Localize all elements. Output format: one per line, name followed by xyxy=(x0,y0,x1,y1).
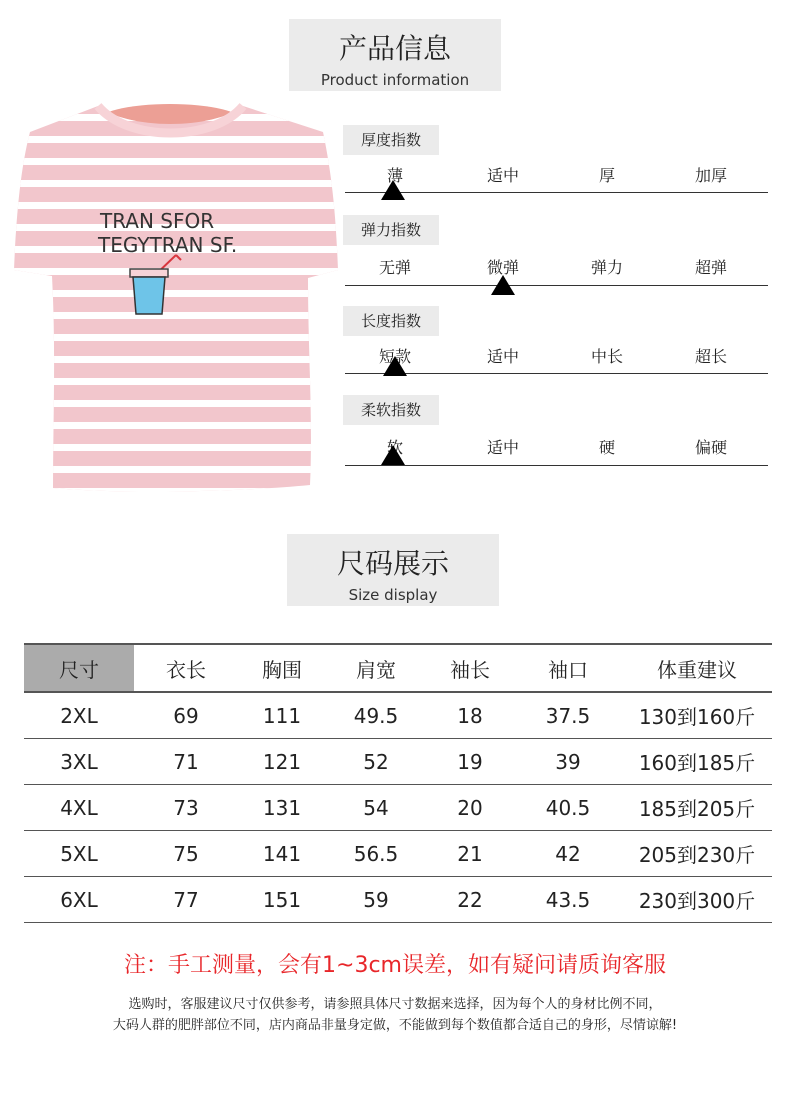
stripe xyxy=(8,334,343,341)
table-cell: 230到300斤 xyxy=(622,877,772,923)
table-cell: 73 xyxy=(134,785,238,831)
table-cell: 5XL xyxy=(24,831,134,877)
table-cell: 59 xyxy=(326,877,426,923)
disclaimer-line-2: 大码人群的肥胖部位不同，店内商品非量身定做，不能做到每个数值都合适自己的身形，尽情谅解! xyxy=(112,1018,678,1033)
size-table-header-cell: 胸围 xyxy=(238,644,326,692)
attribute-option: 硬 xyxy=(598,438,615,457)
attribute-label: 弹力指数 xyxy=(343,215,439,245)
table-cell: 43.5 xyxy=(514,877,622,923)
size-table-header-cell: 袖口 xyxy=(514,644,622,692)
attribute-option: 微弹 xyxy=(486,258,519,277)
size-display-title: 尺码展示 xyxy=(336,547,449,580)
size-table xyxy=(24,643,772,923)
attribute-option: 薄 xyxy=(386,166,403,185)
size-table-body xyxy=(24,692,772,923)
table-cell: 18 xyxy=(426,692,514,739)
attribute-option: 厚 xyxy=(598,166,615,185)
attribute-selected-marker xyxy=(381,180,405,200)
table-row xyxy=(24,739,772,785)
table-cell: 4XL xyxy=(24,785,134,831)
attribute-block xyxy=(343,395,768,485)
disclaimer-line-1: 选购时，客服建议尺寸仅供参考，请参照具体尺寸数据来选择，因为每个人的身材比例不同， xyxy=(128,997,662,1012)
size-table-header-cell: 衣长 xyxy=(134,644,238,692)
attribute-scale-line xyxy=(345,465,768,466)
attribute-option: 适中 xyxy=(486,347,519,366)
table-cell: 69 xyxy=(134,692,238,739)
table-cell: 42 xyxy=(514,831,622,877)
stripe xyxy=(8,466,343,473)
table-cell: 77 xyxy=(134,877,238,923)
attribute-block xyxy=(343,125,768,215)
table-cell: 56.5 xyxy=(326,831,426,877)
table-cell: 121 xyxy=(238,739,326,785)
attribute-option: 无弹 xyxy=(378,258,411,277)
table-cell: 151 xyxy=(238,877,326,923)
table-cell: 111 xyxy=(238,692,326,739)
stripe xyxy=(8,290,343,297)
table-row xyxy=(24,831,772,877)
size-table-header-cell: 袖长 xyxy=(426,644,514,692)
attribute-option: 加厚 xyxy=(694,166,727,185)
attribute-scale-line xyxy=(345,285,768,286)
stripe xyxy=(8,422,343,429)
shirt-body xyxy=(8,100,343,495)
attribute-option: 弹力 xyxy=(590,258,623,277)
attribute-scale-line xyxy=(345,373,768,374)
table-cell: 20 xyxy=(426,785,514,831)
table-cell: 160到185斤 xyxy=(622,739,772,785)
attribute-option: 偏硬 xyxy=(694,438,727,457)
size-display-header xyxy=(287,534,499,606)
attribute-option: 软 xyxy=(386,438,403,457)
attribute-block xyxy=(343,306,768,396)
attribute-option: 中长 xyxy=(590,347,623,366)
stripe xyxy=(8,180,343,187)
table-cell: 3XL xyxy=(24,739,134,785)
stripe xyxy=(8,312,343,319)
stripe xyxy=(8,400,343,407)
attribute-label: 厚度指数 xyxy=(343,125,439,155)
attribute-label: 柔软指数 xyxy=(343,395,439,425)
table-row xyxy=(24,877,772,923)
stripe xyxy=(8,202,343,209)
stripe xyxy=(8,488,343,495)
size-table-header-row xyxy=(24,644,772,692)
table-cell: 2XL xyxy=(24,692,134,739)
table-cell: 37.5 xyxy=(514,692,622,739)
table-cell: 22 xyxy=(426,877,514,923)
attribute-scale-line xyxy=(345,192,768,193)
table-cell: 52 xyxy=(326,739,426,785)
stripe xyxy=(8,268,343,275)
table-cell: 19 xyxy=(426,739,514,785)
attribute-option: 超弹 xyxy=(694,258,727,277)
product-info-header xyxy=(289,19,501,91)
table-cell: 21 xyxy=(426,831,514,877)
stripe xyxy=(8,356,343,363)
attribute-option: 适中 xyxy=(486,438,519,457)
measurement-note: 注：手工测量，会有1~3cm误差，如有疑问请质询客服 xyxy=(124,953,666,978)
print-text-line1: TRAN SFOR xyxy=(100,209,215,233)
tshirt-product-image xyxy=(8,100,343,495)
table-cell: 39 xyxy=(514,739,622,785)
attribute-selected-marker xyxy=(491,275,515,295)
table-cell: 40.5 xyxy=(514,785,622,831)
size-table-header-cell: 肩宽 xyxy=(326,644,426,692)
table-cell: 130到160斤 xyxy=(622,692,772,739)
stripe xyxy=(8,378,343,385)
attribute-option: 超长 xyxy=(694,347,727,366)
stripe xyxy=(8,158,343,165)
size-table-header-cell: 体重建议 xyxy=(622,644,772,692)
table-cell: 49.5 xyxy=(326,692,426,739)
attribute-block xyxy=(343,215,768,305)
table-cell: 54 xyxy=(326,785,426,831)
table-cell: 131 xyxy=(238,785,326,831)
product-info-subtitle: Product information xyxy=(320,71,470,89)
table-cell: 185到205斤 xyxy=(622,785,772,831)
attribute-selected-marker xyxy=(381,445,405,465)
table-row xyxy=(24,692,772,739)
attribute-label: 长度指数 xyxy=(343,306,439,336)
attribute-selected-marker xyxy=(383,356,407,376)
stripe xyxy=(8,444,343,451)
attribute-option: 短款 xyxy=(378,347,411,366)
product-info-title: 产品信息 xyxy=(338,32,451,65)
table-cell: 71 xyxy=(134,739,238,785)
size-display-subtitle: Size display xyxy=(348,586,438,604)
table-cell: 75 xyxy=(134,831,238,877)
table-cell: 6XL xyxy=(24,877,134,923)
table-cell: 141 xyxy=(238,831,326,877)
size-table-header-cell: 尺寸 xyxy=(24,644,134,692)
attribute-option: 适中 xyxy=(486,166,519,185)
print-text-line2: TEGYTRAN SF. xyxy=(98,233,238,257)
table-cell: 205到230斤 xyxy=(622,831,772,877)
table-row xyxy=(24,785,772,831)
